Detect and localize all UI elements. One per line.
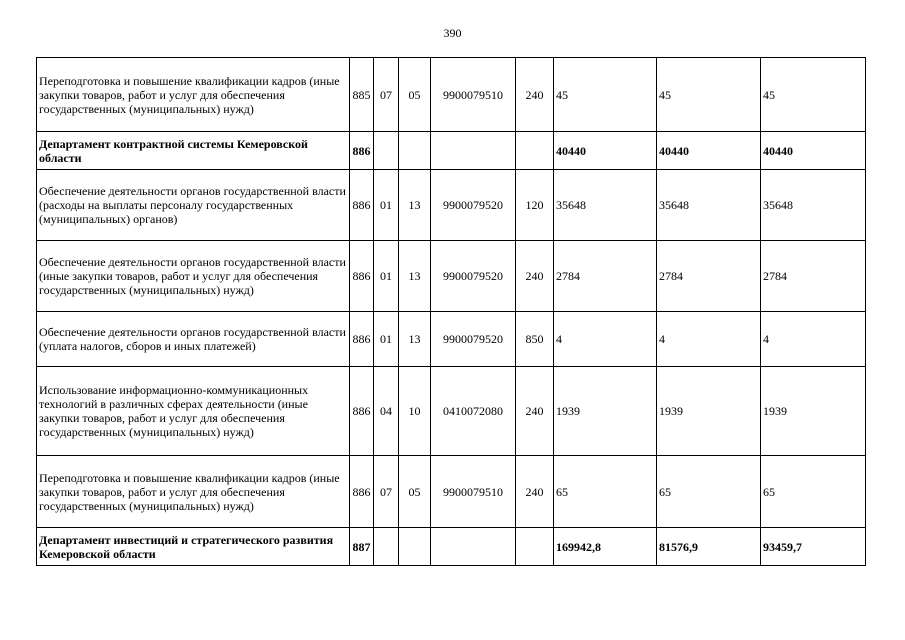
row-name: Переподготовка и повышение квалификации кадров (иные закупки товаров, работ и услуг для обеспечения государственных (муниципальных) нужд)	[37, 456, 350, 528]
table-row	[37, 132, 866, 170]
row-name: Использование информационно-коммуникационных технологий в различных сферах деятельности (иные закупки товаров, работ и услуг для обеспечения государственных (муниципальных) нужд)	[37, 367, 350, 456]
row-vr: 120	[516, 170, 554, 241]
row-pr: 13	[399, 170, 431, 241]
row-name: Обеспечение деятельности органов государственной власти (уплата налогов, сборов и иных платежей)	[37, 312, 350, 367]
row-ved: 886	[350, 170, 374, 241]
row-sum-2: 1939	[657, 367, 761, 456]
row-vr	[516, 528, 554, 566]
row-csr: 9900079520	[431, 170, 516, 241]
row-pr: 13	[399, 312, 431, 367]
row-csr: 9900079510	[431, 456, 516, 528]
table-row	[37, 241, 866, 312]
row-rz: 01	[374, 170, 399, 241]
row-sum-2: 45	[657, 58, 761, 132]
row-sum-1: 40440	[554, 132, 657, 170]
row-pr: 13	[399, 241, 431, 312]
row-vr: 850	[516, 312, 554, 367]
row-name: Департамент инвестиций и стратегического развития Кемеровской области	[37, 528, 350, 566]
row-ved: 885	[350, 58, 374, 132]
row-sum-1: 2784	[554, 241, 657, 312]
row-sum-2: 81576,9	[657, 528, 761, 566]
row-sum-3: 40440	[761, 132, 866, 170]
table-row	[37, 312, 866, 367]
row-name: Департамент контрактной системы Кемеровской области	[37, 132, 350, 170]
row-ved: 886	[350, 456, 374, 528]
row-sum-1: 4	[554, 312, 657, 367]
row-pr	[399, 528, 431, 566]
page-number: 390	[443, 26, 462, 40]
row-vr: 240	[516, 456, 554, 528]
row-rz: 04	[374, 367, 399, 456]
table-row	[37, 456, 866, 528]
row-pr: 10	[399, 367, 431, 456]
row-csr: 0410072080	[431, 367, 516, 456]
row-ved: 886	[350, 241, 374, 312]
row-vr: 240	[516, 241, 554, 312]
row-sum-3: 93459,7	[761, 528, 866, 566]
row-vr: 240	[516, 58, 554, 132]
row-csr: 9900079520	[431, 312, 516, 367]
row-vr: 240	[516, 367, 554, 456]
row-rz	[374, 528, 399, 566]
budget-table	[36, 57, 866, 566]
row-sum-3: 1939	[761, 367, 866, 456]
row-pr: 05	[399, 456, 431, 528]
row-sum-3: 4	[761, 312, 866, 367]
row-ved: 886	[350, 367, 374, 456]
row-sum-1: 169942,8	[554, 528, 657, 566]
row-ved: 886	[350, 312, 374, 367]
row-rz	[374, 132, 399, 170]
row-ved: 886	[350, 132, 374, 170]
row-vr	[516, 132, 554, 170]
row-sum-1: 65	[554, 456, 657, 528]
row-rz: 07	[374, 456, 399, 528]
row-sum-3: 2784	[761, 241, 866, 312]
row-rz: 01	[374, 312, 399, 367]
row-sum-1: 35648	[554, 170, 657, 241]
row-name: Обеспечение деятельности органов государственной власти (иные закупки товаров, работ и услуг для обеспечения государственных (муниципальных) нужд)	[37, 241, 350, 312]
row-csr	[431, 132, 516, 170]
row-sum-2: 65	[657, 456, 761, 528]
row-pr: 05	[399, 58, 431, 132]
row-csr: 9900079510	[431, 58, 516, 132]
table-row	[37, 170, 866, 241]
row-csr: 9900079520	[431, 241, 516, 312]
row-sum-3: 65	[761, 456, 866, 528]
table-row	[37, 58, 866, 132]
table-row	[37, 367, 866, 456]
row-ved: 887	[350, 528, 374, 566]
row-csr	[431, 528, 516, 566]
row-rz: 07	[374, 58, 399, 132]
row-pr	[399, 132, 431, 170]
row-sum-2: 40440	[657, 132, 761, 170]
row-name: Переподготовка и повышение квалификации кадров (иные закупки товаров, работ и услуг для обеспечения государственных (муниципальных) нужд)	[37, 58, 350, 132]
row-sum-3: 45	[761, 58, 866, 132]
row-rz: 01	[374, 241, 399, 312]
row-name: Обеспечение деятельности органов государственной власти (расходы на выплаты персоналу государственных (муниципальных) органов)	[37, 170, 350, 241]
row-sum-1: 45	[554, 58, 657, 132]
row-sum-1: 1939	[554, 367, 657, 456]
row-sum-3: 35648	[761, 170, 866, 241]
row-sum-2: 4	[657, 312, 761, 367]
table-row	[37, 528, 866, 566]
row-sum-2: 2784	[657, 241, 761, 312]
row-sum-2: 35648	[657, 170, 761, 241]
